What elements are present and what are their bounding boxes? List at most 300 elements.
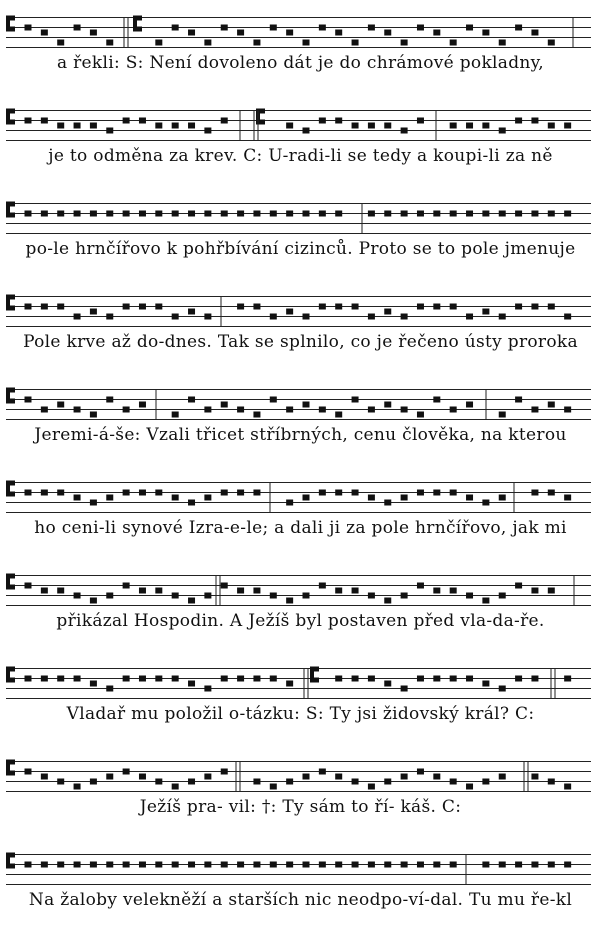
neume-note [531,118,538,124]
neume-note [417,769,424,775]
neume-note [139,676,146,682]
neume-note [139,862,146,868]
neume-note [352,40,359,46]
neume-note [57,862,64,868]
neume-note [564,862,571,868]
neume-note [172,25,179,31]
neume-note [41,490,48,496]
neume-note [352,588,359,594]
neume-note [286,500,293,506]
neume-note [450,862,457,868]
neume-note [319,25,326,31]
neume-note [564,314,571,320]
neume-note [286,598,293,604]
neume-note [319,407,326,413]
neume-note [531,490,538,496]
neume-note [515,862,522,868]
neume-note [303,862,310,868]
neume-note [548,402,555,408]
neume-note [335,304,342,310]
neume-note [237,588,244,594]
neume-note [368,593,375,599]
neume-note [74,123,81,129]
neume-note [417,583,424,589]
neume-note [204,495,211,501]
neume-note [188,30,195,36]
neume-note [352,397,359,403]
neume-note [123,407,130,413]
neume-note [172,211,179,217]
neume-note [303,211,310,217]
neume-note [270,862,277,868]
neume-note [106,128,113,134]
neume-note [253,40,260,46]
neume-note [188,211,195,217]
neume-note [123,862,130,868]
neume-note [57,588,64,594]
neume-note [41,118,48,124]
neume-note [106,397,113,403]
neume-note [368,862,375,868]
neume-note [417,25,424,31]
neume-note [204,862,211,868]
neume-note [270,593,277,599]
neume-note [450,779,457,785]
neume-note [74,495,81,501]
neume-note [270,784,277,790]
neume-note [417,676,424,682]
neume-note [450,407,457,413]
neume-note [515,304,522,310]
neume-note [41,304,48,310]
neume-note [352,676,359,682]
neume-note [90,412,97,418]
neume-note [433,588,440,594]
neume-note [57,676,64,682]
neume-note [286,862,293,868]
neume-note [221,25,228,31]
c-clef-icon [6,109,15,125]
neume-note [155,779,162,785]
neume-note [57,123,64,129]
neume-note [139,774,146,780]
neume-note [303,128,310,134]
neume-note [319,583,326,589]
neume-note [466,402,473,408]
neume-note [482,211,489,217]
neume-note [319,211,326,217]
neume-note [204,40,211,46]
neume-note [286,30,293,36]
neume-note [352,304,359,310]
c-clef-icon [6,760,15,776]
neume-note [417,412,424,418]
neume-note [270,397,277,403]
neume-note [57,40,64,46]
neume-note [482,30,489,36]
neume-note [466,211,473,217]
neume-note [188,500,195,506]
lyric-line: Pole krve až do-dnes. Tak se splnilo, co je řečeno ústy proroka [23,332,578,352]
neume-note [57,779,64,785]
neume-note [515,211,522,217]
neume-note [352,862,359,868]
neume-note [25,397,32,403]
neume-note [531,304,538,310]
c-clef-icon [6,16,15,32]
neume-note [221,211,228,217]
neume-note [482,309,489,315]
neume-note [188,123,195,129]
neume-note [450,123,457,129]
neume-note [25,862,32,868]
neume-note [303,314,310,320]
neume-note [384,681,391,687]
neume-note [253,588,260,594]
neume-note [548,862,555,868]
neume-note [335,412,342,418]
neume-note [270,211,277,217]
neume-note [155,304,162,310]
neume-note [335,676,342,682]
neume-note [106,40,113,46]
neume-note [384,779,391,785]
neume-note [401,686,408,692]
neume-note [499,593,506,599]
neume-note [433,862,440,868]
neume-note [221,862,228,868]
neume-note [57,490,64,496]
neume-note [384,402,391,408]
neume-note [25,118,32,124]
neume-note [531,30,538,36]
lyric-line: Jeremi-á-še: Vzali třicet stříbrných, cenu člověka, na kterou [34,425,567,445]
neume-note [384,123,391,129]
neume-note [204,407,211,413]
neume-note [172,123,179,129]
staff-system [0,186,601,279]
neume-note [237,676,244,682]
neume-note [74,784,81,790]
neume-note [401,774,408,780]
neume-note [466,25,473,31]
neume-note [221,118,228,124]
neume-note [286,779,293,785]
neume-note [548,779,555,785]
neume-note [466,123,473,129]
neume-note [499,412,506,418]
neume-note [368,211,375,217]
c-clef-icon [6,574,15,590]
neume-note [253,779,260,785]
neume-note [221,583,228,589]
neume-note [319,769,326,775]
neume-note [531,407,538,413]
neume-note [303,40,310,46]
neume-note [564,211,571,217]
neume-note [221,490,228,496]
neume-note [139,304,146,310]
neume-note [548,123,555,129]
neume-note [237,490,244,496]
staff-system [0,744,601,837]
neume-note [221,769,228,775]
neume-note [139,118,146,124]
neume-note [123,583,130,589]
neume-note [204,686,211,692]
neume-note [253,490,260,496]
neume-note [74,314,81,320]
neume-note [237,862,244,868]
neume-note [335,588,342,594]
lyric-line: a řekli: S: Není dovoleno dát je do chrámové pokladny, [56,53,544,73]
neume-note [564,676,571,682]
neume-note [41,211,48,217]
neume-note [401,128,408,134]
neume-note [90,30,97,36]
neume-note [401,593,408,599]
neume-note [155,40,162,46]
neume-note [41,676,48,682]
lyric-line: Na žaloby velekněží a starších nic neodpo-ví-dal. Tu mu ře-kl [28,890,573,910]
neume-note [172,784,179,790]
neume-note [286,681,293,687]
neume-note [204,128,211,134]
neume-note [352,490,359,496]
neume-note [74,407,81,413]
neume-note [74,593,81,599]
neume-note [188,862,195,868]
neume-note [482,779,489,785]
neume-note [155,862,162,868]
c-clef-icon [6,202,15,218]
neume-note [482,681,489,687]
c-clef-icon [6,667,15,683]
neume-note [188,309,195,315]
neume-note [368,25,375,31]
neume-note [548,304,555,310]
neume-note [319,118,326,124]
neume-note [253,862,260,868]
neume-note [531,774,538,780]
neume-note [286,407,293,413]
neume-note [286,123,293,129]
neume-note [25,676,32,682]
neume-note [368,314,375,320]
neume-note [499,211,506,217]
neume-note [25,490,32,496]
neume-note [237,211,244,217]
staff-system [0,0,601,93]
neume-note [123,490,130,496]
neume-note [286,309,293,315]
neume-note [253,676,260,682]
neume-note [90,500,97,506]
lyric-line: Vladař mu položil o-tázku: S: Ty jsi židovský král? C: [66,704,535,724]
neume-note [303,402,310,408]
neume-note [335,862,342,868]
neume-note [499,495,506,501]
neume-note [368,495,375,501]
neume-note [531,588,538,594]
neume-note [253,304,260,310]
neume-note [172,314,179,320]
neume-note [499,128,506,134]
c-clef-icon [310,667,319,683]
neume-note [139,402,146,408]
neume-note [155,676,162,682]
neume-note [564,495,571,501]
neume-note [548,490,555,496]
neume-note [90,123,97,129]
neume-note [368,676,375,682]
neume-note [466,593,473,599]
neume-note [384,309,391,315]
neume-note [450,40,457,46]
neume-note [25,211,32,217]
neume-note [106,314,113,320]
neume-note [352,123,359,129]
neume-note [204,593,211,599]
neume-note [270,676,277,682]
neume-note [499,314,506,320]
c-clef-icon [256,109,265,125]
neume-note [466,676,473,682]
neume-note [270,314,277,320]
neume-note [303,774,310,780]
neume-note [433,397,440,403]
lyric-line: ho ceni-li synové Izra-e-le; a dali ji za pole hrnčířovo, jak mi [34,518,567,538]
neume-note [270,25,277,31]
neume-note [401,314,408,320]
neume-note [401,40,408,46]
neume-note [335,774,342,780]
neume-note [74,211,81,217]
neume-note [564,784,571,790]
lyric-line: je to odměna za krev. C: U-radi-li se tedy a koupi-li za ně [48,146,553,166]
neume-note [155,123,162,129]
neume-note [90,211,97,217]
c-clef-icon [6,853,15,869]
neume-note [237,304,244,310]
neume-note [384,862,391,868]
neume-note [531,676,538,682]
neume-note [74,862,81,868]
neume-note [384,211,391,217]
neume-note [368,784,375,790]
neume-note [450,490,457,496]
neume-note [384,30,391,36]
neume-note [466,784,473,790]
neume-note [90,681,97,687]
neume-note [188,598,195,604]
neume-note [90,779,97,785]
neume-note [106,686,113,692]
neume-note [41,30,48,36]
neume-note [57,402,64,408]
neume-note [335,30,342,36]
neume-note [74,25,81,31]
neume-note [433,676,440,682]
staff-system [0,93,601,186]
neume-note [90,862,97,868]
neume-note [384,598,391,604]
neume-note [25,769,32,775]
neume-note [352,779,359,785]
neume-note [417,211,424,217]
neume-note [172,593,179,599]
neume-note [401,862,408,868]
neume-note [515,676,522,682]
neume-note [303,593,310,599]
neume-note [57,304,64,310]
neume-note [466,495,473,501]
neume-note [123,676,130,682]
neume-note [401,211,408,217]
neume-note [221,402,228,408]
neume-note [531,211,538,217]
neume-note [499,774,506,780]
neume-note [482,123,489,129]
neume-note [335,211,342,217]
neume-note [450,676,457,682]
neume-note [286,211,293,217]
neume-note [74,676,81,682]
neume-note [499,862,506,868]
neume-note [172,862,179,868]
neume-note [548,211,555,217]
neume-note [25,25,32,31]
neume-note [139,490,146,496]
neume-note [123,118,130,124]
neume-note [139,211,146,217]
neume-note [433,774,440,780]
neume-note [417,862,424,868]
staff-system [0,651,601,744]
neume-note [368,123,375,129]
c-clef-icon [133,16,142,32]
neume-note [25,304,32,310]
neume-note [417,118,424,124]
neume-note [41,862,48,868]
neume-note [221,676,228,682]
neume-note [204,211,211,217]
neume-note [433,304,440,310]
neume-note [41,774,48,780]
neume-note [319,490,326,496]
neume-note [319,304,326,310]
neume-note [499,686,506,692]
lyric-line: po-le hrnčířovo k pohřbívání cizinců. Proto se to pole jmenuje [25,239,576,259]
neume-note [401,495,408,501]
neume-note [499,40,506,46]
neume-note [433,211,440,217]
neume-note [384,500,391,506]
neume-note [368,407,375,413]
staff-system [0,465,601,558]
neume-note [417,490,424,496]
staff-system [0,837,601,930]
neume-note [106,862,113,868]
neume-note [188,397,195,403]
neume-note [106,593,113,599]
neume-note [25,583,32,589]
neume-note [204,314,211,320]
staff-system [0,279,601,372]
neume-note [466,314,473,320]
lyric-line: přikázal Hospodin. A Ježíš byl postaven před vla-da-ře. [56,611,545,631]
neume-note [106,495,113,501]
